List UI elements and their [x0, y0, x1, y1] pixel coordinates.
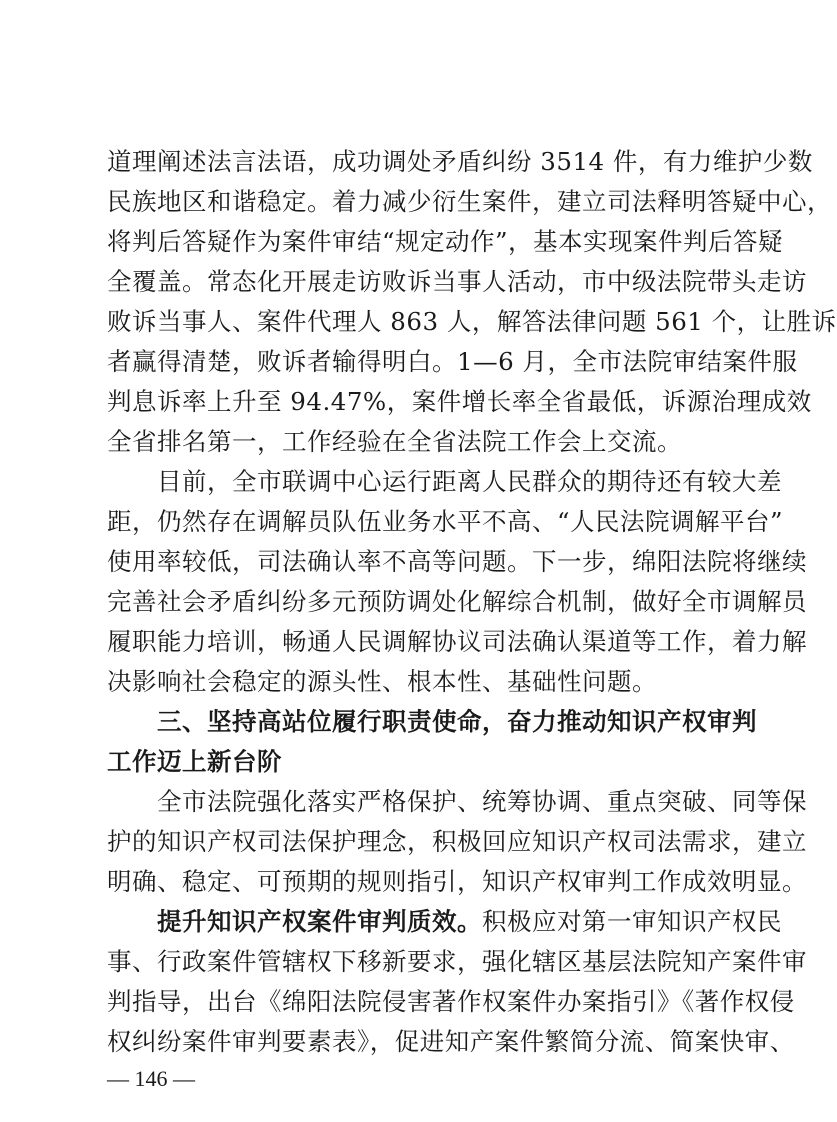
body-text-line: 将判后答疑作为案件审结“规定动作”，基本实现案件判后答疑 — [107, 227, 784, 256]
body-text-line: 判指导，出台《绵阳法院侵害著作权案件办案指引》《著作权侵 — [107, 987, 795, 1016]
body-text-span: 积极应对第一审知识产权民 — [482, 907, 782, 936]
bold-lead-phrase: 提升知识产权案件审判质效。 — [107, 907, 482, 936]
body-text-line: 护的知识产权司法保护理念，积极回应知识产权司法需求，建立 — [107, 827, 807, 856]
body-text-line: 者赢得清楚，败诉者输得明白。1—6 月，全市法院审结案件服 — [107, 347, 798, 376]
body-text-line: 道理阐述法言法语，成功调处矛盾纠纷 3514 件，有力维护少数 — [107, 147, 813, 176]
body-text-line — [107, 902, 782, 942]
body-text-line: 权纠纷案件审判要素表》，促进知产案件繁简分流、简案快审、 — [107, 1027, 795, 1056]
body-text-line: 全省排名第一，工作经验在全省法院工作会上交流。 — [107, 427, 682, 456]
body-text-line: 败诉当事人、案件代理人 863 人，解答法律问题 561 个，让胜诉 — [107, 307, 837, 336]
body-text-line: 判息诉率上升至 94.47%，案件增长率全省最低，诉源治理成效 — [107, 387, 812, 416]
page-number: — 146 — — [107, 1066, 195, 1091]
body-text-line: 使用率较低，司法确认率不高等问题。下一步，绵阳法院将继续 — [107, 547, 807, 576]
body-text-line: 全覆盖。常态化开展走访败诉当事人活动，市中级法院带头走访 — [107, 267, 807, 296]
body-text-line: 目前，全市联调中心运行距离人民群众的期待还有较大差 — [107, 467, 782, 496]
body-text-line: 决影响社会稳定的源头性、根本性、基础性问题。 — [107, 667, 657, 696]
section-heading: 工作迈上新台阶 — [107, 747, 282, 776]
body-text-line: 全市法院强化落实严格保护、统筹协调、重点突破、同等保 — [107, 787, 807, 816]
body-text-line: 完善社会矛盾纠纷多元预防调处化解综合机制，做好全市调解员 — [107, 587, 807, 616]
body-text-line: 事、行政案件管辖权下移新要求，强化辖区基层法院知产案件审 — [107, 947, 807, 976]
body-text-line: 明确、稳定、可预期的规则指引，知识产权审判工作成效明显。 — [107, 867, 807, 896]
section-heading: 三、坚持高站位履行职责使命，奋力推动知识产权审判 — [107, 707, 757, 736]
body-text-line: 距，仍然存在调解员队伍业务水平不高、“人民法院调解平台” — [107, 507, 784, 536]
body-text-line: 民族地区和谐稳定。着力减少衍生案件，建立司法释明答疑中心， — [107, 187, 832, 216]
body-text-line: 履职能力培训，畅通人民调解协议司法确认渠道等工作，着力解 — [107, 627, 807, 656]
